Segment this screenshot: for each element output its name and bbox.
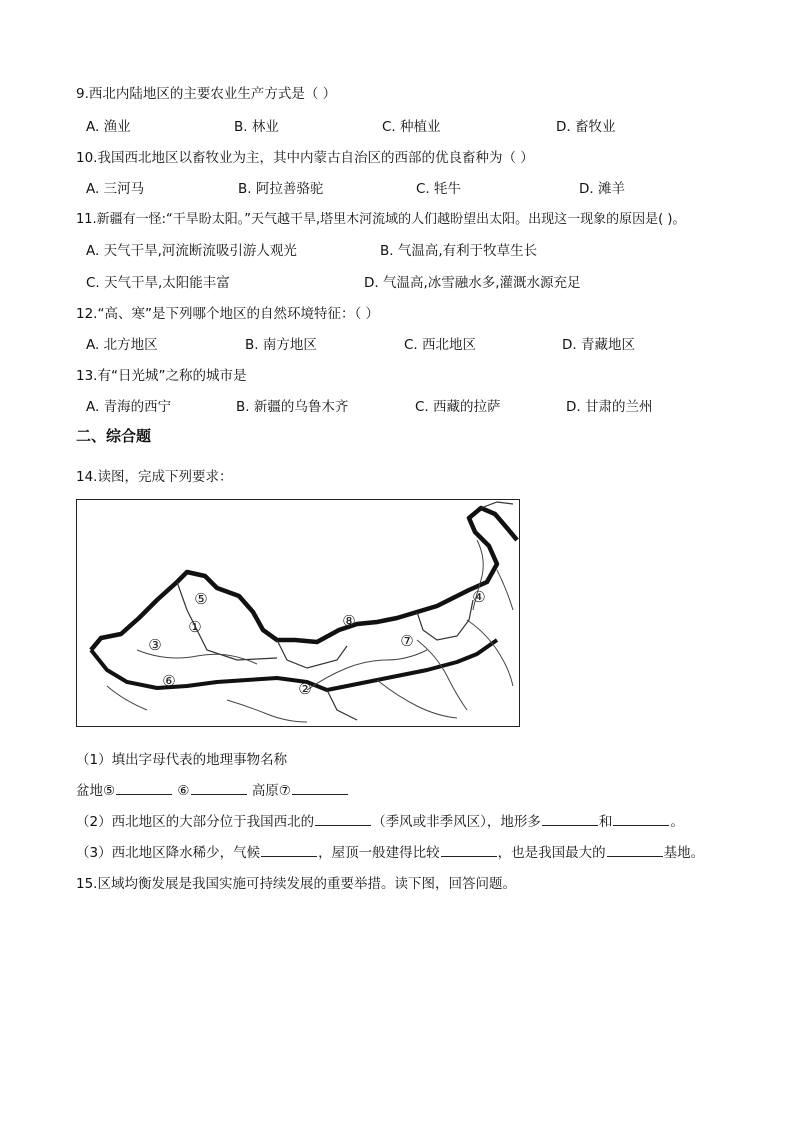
- answer-blank[interactable]: [607, 844, 663, 857]
- q12-option-b: B. 南方地区: [245, 337, 317, 353]
- region-boundary: [91, 508, 517, 650]
- answer-blank[interactable]: [292, 782, 348, 795]
- map-svg: [77, 500, 519, 726]
- q12-option-d: D. 青藏地区: [562, 337, 635, 353]
- q14-sub3-part3: ，也是我国最大的: [497, 845, 606, 861]
- q14-sub2-part4: 。: [670, 814, 684, 830]
- river: [107, 686, 147, 710]
- question-10-stem: 10.我国西北地区以畜牧业为主，其中内蒙古自治区的西部的优良畜种为（ ）: [76, 150, 534, 166]
- question-13-stem: 13.有“日光城”之称的城市是: [76, 368, 247, 384]
- river: [227, 700, 307, 722]
- question-9-stem: 9.西北内陆地区的主要农业生产方式是（ ）: [76, 86, 337, 102]
- q14-sub3: [76, 841, 704, 861]
- map-marker-3: ③: [148, 636, 162, 654]
- province-boundary: [417, 600, 473, 640]
- answer-blank[interactable]: [441, 844, 497, 857]
- answer-blank[interactable]: [191, 782, 247, 795]
- q13-option-c: C. 西藏的拉萨: [415, 399, 501, 415]
- map-marker-5: ⑤: [194, 590, 208, 608]
- map-marker-8: ⑧: [342, 612, 356, 630]
- question-11-stem: 11.新疆有一怪:“干旱盼太阳。”天气越干旱,塔里木河流域的人们越盼望出太阳。出现这一现象的原因是( )。: [76, 212, 686, 227]
- province-boundary: [481, 502, 513, 508]
- map-marker-4: ④: [472, 588, 486, 606]
- map-marker-1: ①: [188, 618, 202, 636]
- question-15-stem: 15.区域均衡发展是我国实施可持续发展的重要举措。读下图，回答问题。: [76, 876, 516, 892]
- answer-blank[interactable]: [261, 844, 317, 857]
- q14-sub3-part1: （3）西北地区降水稀少，气候: [76, 845, 261, 861]
- q9-option-b: B. 林业: [234, 119, 279, 135]
- q12-option-a: A. 北方地区: [86, 337, 158, 353]
- q9-option-d: D. 畜牧业: [556, 119, 616, 135]
- river: [377, 680, 457, 718]
- q11-option-c: C. 天气干旱,太阳能丰富: [86, 275, 230, 291]
- q11-option-d: D. 气温高,冰雪融水多,灌溉水源充足: [364, 275, 581, 291]
- section-heading: 二、综合题: [76, 427, 152, 445]
- river: [497, 570, 513, 610]
- map-marker-6: ⑥: [162, 672, 176, 690]
- q14-sub2-part2: （季风或非季风区），地形多: [372, 814, 541, 830]
- map-marker-2: ②: [298, 680, 312, 698]
- answer-blank[interactable]: [315, 813, 371, 826]
- q13-option-d: D. 甘肃的兰州: [566, 399, 653, 415]
- q14-sub2: [76, 810, 684, 830]
- question-12-stem: 12.“高、寒”是下列哪个地区的自然环境特征：（ ）: [76, 306, 379, 322]
- q12-option-c: C. 西北地区: [404, 337, 477, 353]
- q13-option-b: B. 新疆的乌鲁木齐: [236, 399, 349, 415]
- q10-option-a: A. 三河马: [86, 181, 145, 197]
- plateau-label: 高原⑦: [251, 783, 291, 799]
- northwest-china-map: [76, 499, 520, 727]
- river: [417, 640, 467, 710]
- question-14-stem: 14.读图，完成下列要求：: [76, 469, 233, 485]
- q14-sub2-part3: 和: [598, 814, 613, 830]
- q11-option-b: B. 气温高,有利于牧草生长: [380, 243, 538, 259]
- marker-6-label: ⑥: [177, 783, 190, 799]
- q14-sub3-part2: ，屋顶一般建得比较: [318, 845, 440, 861]
- q9-option-a: A. 渔业: [86, 119, 131, 135]
- map-marker-7: ⑦: [400, 632, 414, 650]
- q14-sub1-blanks: [76, 779, 349, 799]
- q10-option-d: D. 滩羊: [579, 181, 625, 197]
- q14-sub2-part1: （2）西北地区的大部分位于我国西北的: [76, 814, 315, 830]
- river: [467, 620, 513, 686]
- q14-sub1-text: （1）填出字母代表的地理事物名称: [76, 752, 288, 768]
- q10-option-b: B. 阿拉善骆驼: [238, 181, 324, 197]
- province-boundary: [327, 690, 357, 720]
- q13-option-a: A. 青海的西宁: [86, 399, 172, 415]
- q14-sub3-part4: 基地。: [663, 845, 705, 861]
- answer-blank[interactable]: [613, 813, 669, 826]
- answer-blank[interactable]: [542, 813, 598, 826]
- basin-label: 盆地⑤: [76, 783, 116, 799]
- q11-option-a: A. 天气干旱,河流断流吸引游人观光: [86, 243, 297, 259]
- answer-blank[interactable]: [116, 782, 172, 795]
- province-boundary: [277, 640, 347, 668]
- q10-option-c: C. 牦牛: [416, 181, 462, 197]
- q9-option-c: C. 种植业: [382, 119, 441, 135]
